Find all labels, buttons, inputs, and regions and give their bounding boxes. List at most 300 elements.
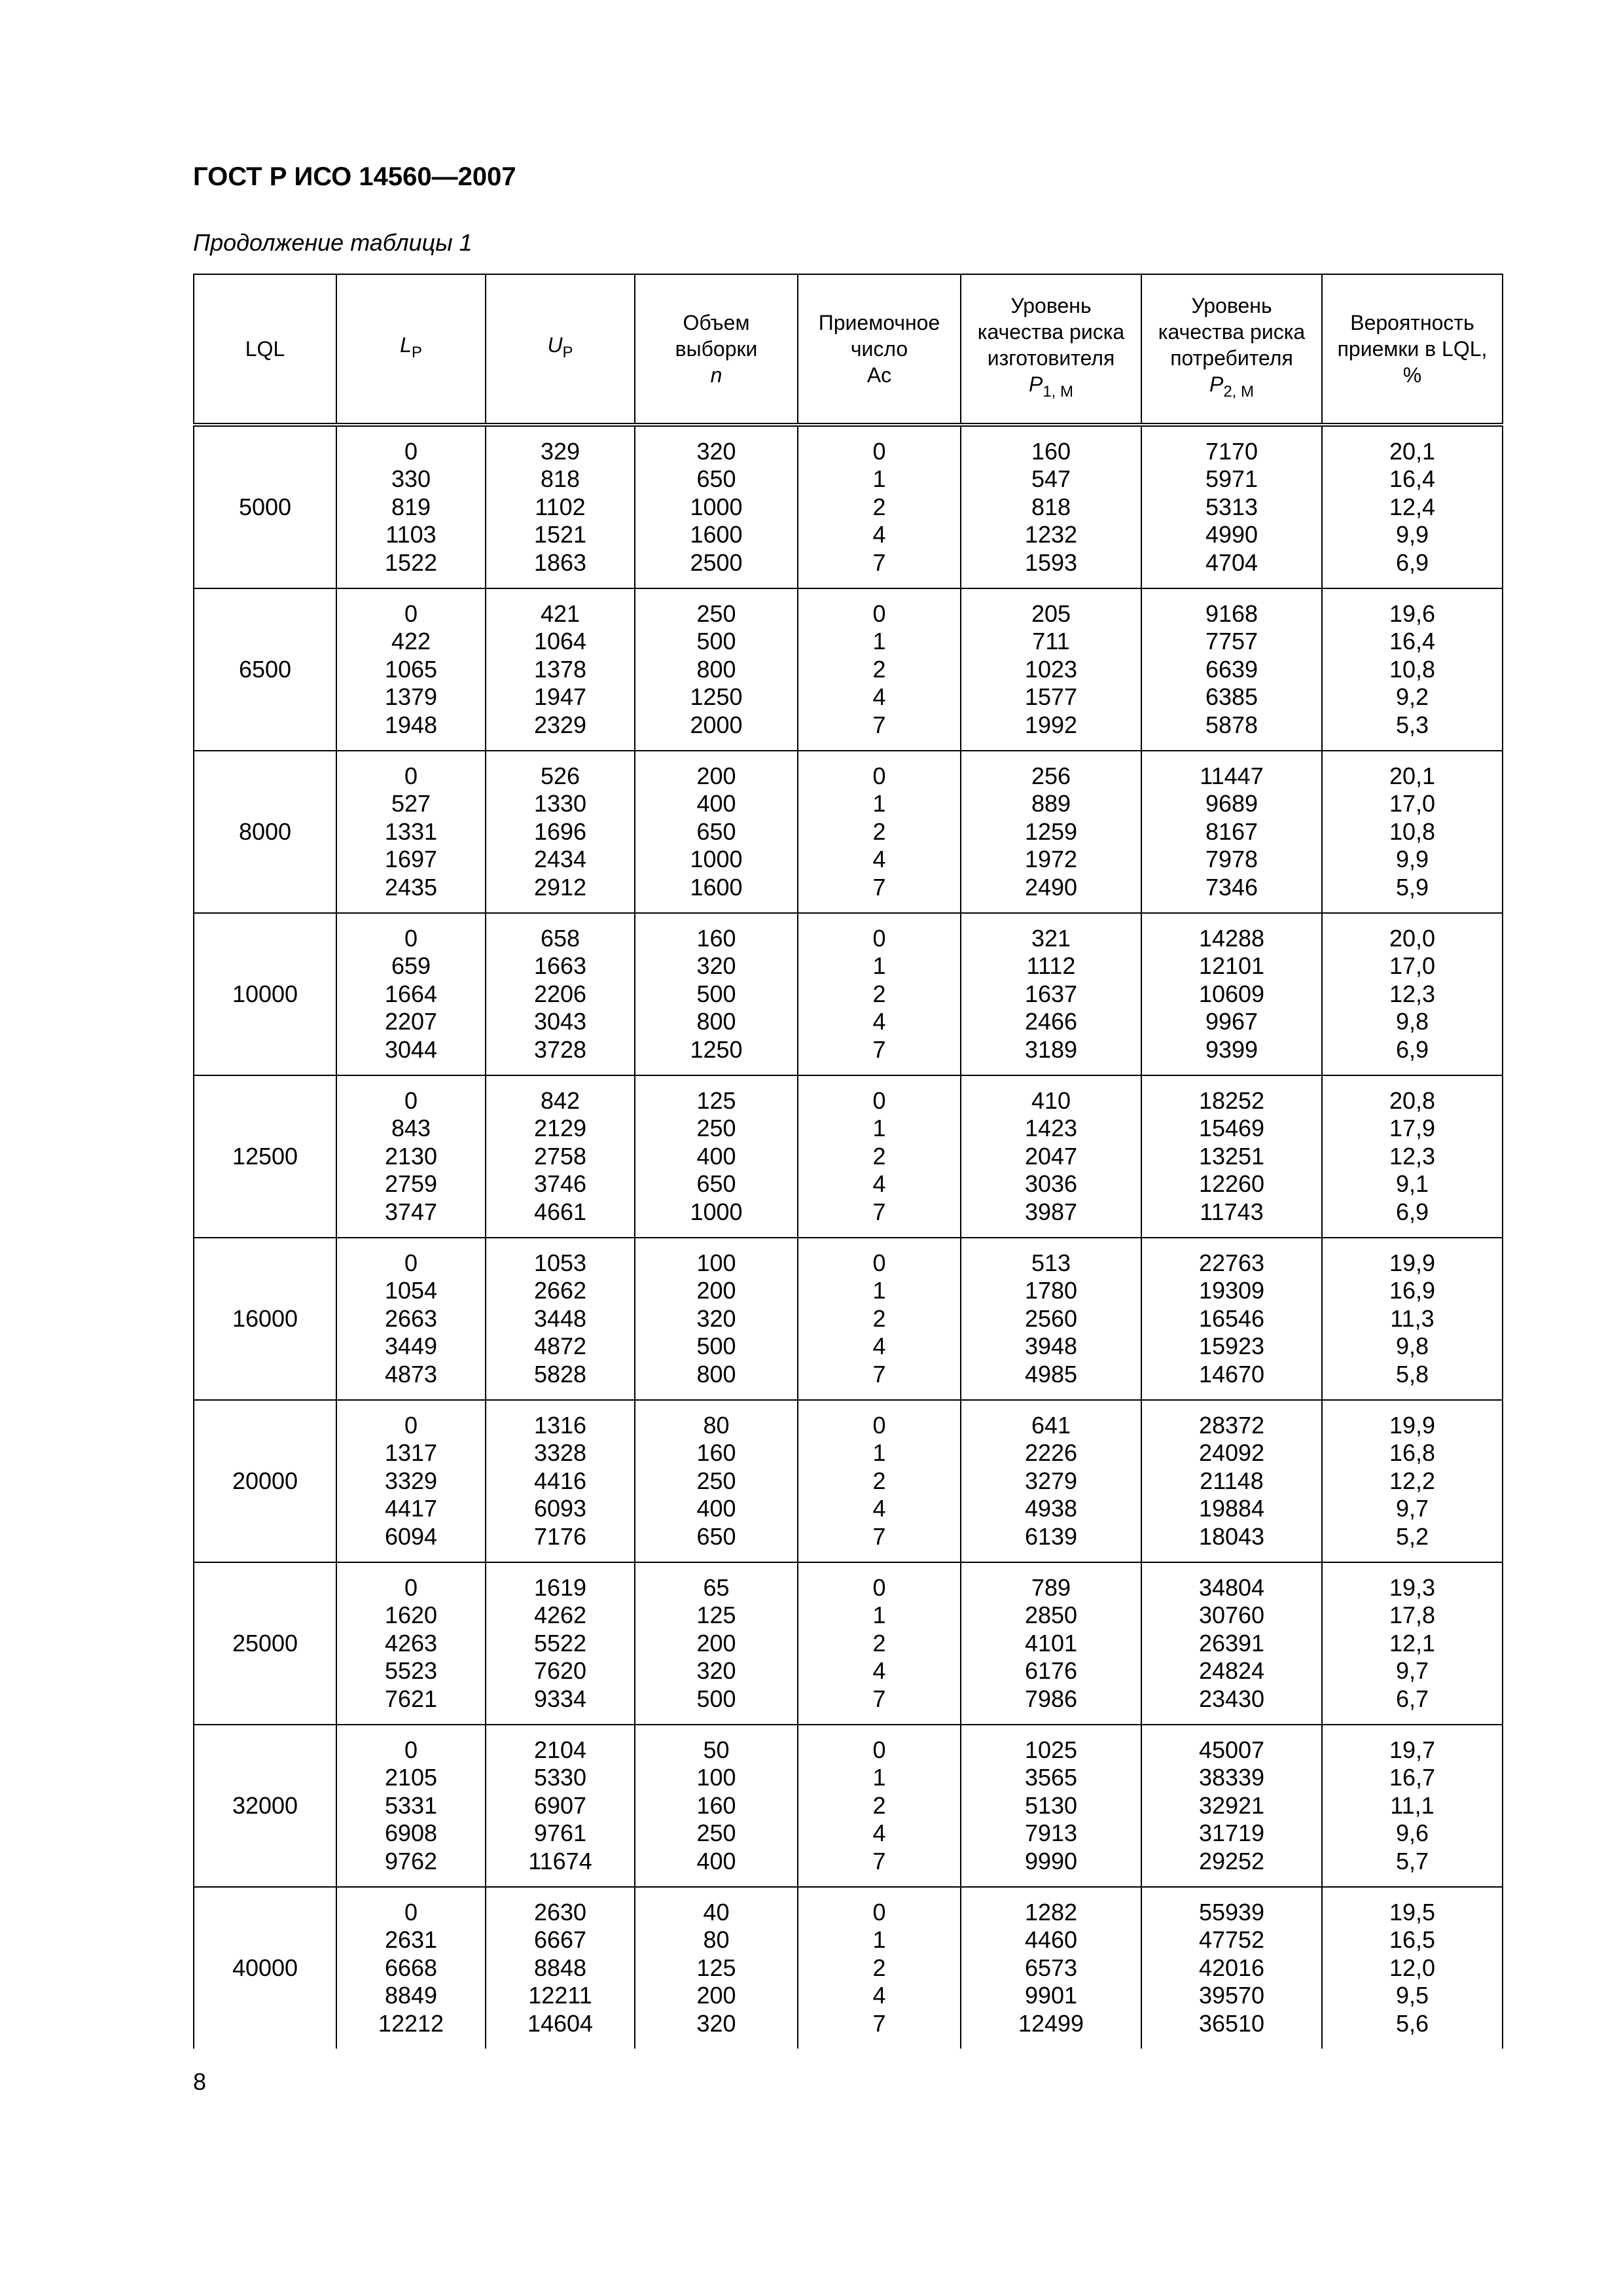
cell-value: 30760: [1198, 1602, 1265, 1629]
cell-value: 5313: [1205, 493, 1258, 520]
cell-value: 2500: [690, 548, 743, 576]
cell-value: 9399: [1205, 1035, 1258, 1063]
cell-lql: 16000: [194, 1238, 336, 1400]
cell-producer-risk: [961, 751, 1141, 913]
cell-acceptance-number: [798, 1075, 961, 1238]
cell-value: 1522: [384, 548, 438, 576]
cell-value: 6093: [533, 1495, 587, 1522]
cell-value: 1: [872, 790, 886, 817]
cell-value: 2207: [384, 1008, 438, 1035]
cell-lql: 20000: [194, 1400, 336, 1562]
cell-value: 8848: [533, 1954, 587, 1981]
cell-value: 7176: [533, 1522, 587, 1550]
cell-value: 2435: [384, 873, 438, 901]
cell-producer-risk: [961, 588, 1141, 751]
cell-value: 800: [696, 1360, 736, 1388]
cell-value: 7: [872, 873, 886, 901]
cell-value: 1330: [533, 790, 587, 817]
cell-value: 8167: [1205, 817, 1258, 845]
cell-value: 9,1: [1395, 1170, 1429, 1198]
cell-value: 23430: [1198, 1685, 1265, 1712]
table-row: [194, 425, 1503, 588]
cell-value: 6,7: [1395, 1685, 1429, 1712]
cell-value: 5971: [1205, 465, 1258, 493]
cell-value: 4: [872, 1008, 886, 1035]
cell-value: 1972: [1024, 846, 1078, 873]
cell-value: 12211: [528, 1982, 592, 2009]
cell-value: 1102: [535, 493, 586, 520]
cell-value: 641: [1031, 1411, 1071, 1439]
cell-value: 1600: [690, 873, 743, 901]
cell-value: 7621: [384, 1685, 438, 1712]
cell-value: 2759: [384, 1170, 438, 1198]
cell-producer-risk: [961, 913, 1141, 1075]
cell-value: 40: [703, 1898, 730, 1926]
table-row: [194, 588, 1503, 751]
cell-value: 5828: [533, 1360, 587, 1388]
cell-value: 842: [540, 1086, 580, 1114]
cell-value: 3948: [1024, 1333, 1078, 1360]
cell-acceptance-probability: [1322, 1400, 1503, 1562]
cell-value: 47752: [1198, 1926, 1265, 1954]
cell-value: 12,1: [1389, 1629, 1436, 1657]
cell-value: 7: [872, 548, 886, 576]
cell-lp: [336, 751, 486, 913]
cell-value: 6,9: [1395, 1035, 1429, 1063]
cell-value: 4990: [1205, 521, 1258, 548]
cell-value: 650: [696, 1170, 736, 1198]
cell-value: 18252: [1198, 1086, 1265, 1114]
cell-up: [486, 425, 635, 588]
cell-value: 2: [872, 1467, 886, 1494]
cell-lp: [336, 1562, 486, 1725]
cell-value: 12,3: [1389, 980, 1436, 1007]
cell-value: 125: [696, 1954, 736, 1981]
cell-value: 5331: [384, 1791, 438, 1819]
cell-value: 2: [872, 1304, 886, 1332]
cell-value: 2466: [1024, 1008, 1078, 1035]
cell-value: 8849: [384, 1982, 438, 2009]
cell-producer-risk: [961, 1075, 1141, 1238]
cell-acceptance-number: [798, 1887, 961, 2049]
cell-consumer-risk: [1141, 913, 1322, 1075]
cell-value: 0: [404, 1249, 418, 1276]
cell-value: 0: [872, 924, 886, 952]
cell-lp: [336, 425, 486, 588]
cell-value: 19309: [1198, 1277, 1265, 1304]
cell-value: 20,8: [1389, 1086, 1436, 1114]
cell-value: 7: [872, 1685, 886, 1712]
cell-value: 7978: [1205, 846, 1258, 873]
cell-value: 7: [872, 1522, 886, 1550]
cell-value: 2: [872, 1791, 886, 1819]
cell-value: 5130: [1024, 1791, 1078, 1819]
cell-value: 0: [404, 762, 418, 789]
cell-producer-risk: [961, 1562, 1141, 1725]
table-header-row: [194, 274, 1503, 425]
cell-value: 1863: [533, 548, 587, 576]
header-lp: $L_P$: [336, 274, 486, 425]
cell-value: 422: [391, 628, 431, 655]
cell-value: 4: [872, 521, 886, 548]
cell-value: 125: [696, 1602, 736, 1629]
cell-value: 320: [696, 437, 736, 465]
cell-value: 24824: [1198, 1657, 1265, 1685]
cell-lql: 25000: [194, 1562, 336, 1725]
cell-value: 2104: [533, 1736, 587, 1763]
cell-acceptance-number: [798, 425, 961, 588]
cell-value: 11447: [1200, 762, 1264, 789]
cell-value: 1023: [1024, 655, 1078, 683]
cell-up: [486, 751, 635, 913]
cell-value: 1025: [1024, 1736, 1078, 1763]
cell-value: 410: [1031, 1086, 1071, 1114]
cell-value: 12499: [1018, 2009, 1084, 2037]
cell-lql: 32000: [194, 1725, 336, 1887]
cell-value: 12212: [378, 2009, 444, 2037]
cell-sample-size: [635, 1075, 798, 1238]
cell-value: 1065: [384, 655, 438, 683]
cell-value: 1379: [384, 683, 438, 711]
cell-value: 15469: [1198, 1115, 1265, 1142]
cell-acceptance-probability: [1322, 913, 1503, 1075]
cell-value: 1: [872, 1764, 886, 1791]
cell-value: 2: [872, 1629, 886, 1657]
cell-value: 0: [404, 600, 418, 627]
cell-value: 1053: [533, 1249, 587, 1276]
cell-value: 45007: [1198, 1736, 1265, 1763]
cell-value: 789: [1031, 1573, 1071, 1601]
cell-value: 1: [872, 1926, 886, 1954]
cell-value: 4661: [533, 1198, 587, 1225]
cell-value: 527: [391, 790, 431, 817]
table-row: [194, 1725, 1503, 1887]
cell-value: 2105: [384, 1764, 438, 1791]
cell-value: 5,8: [1395, 1360, 1429, 1388]
cell-acceptance-number: [798, 1238, 961, 1400]
cell-value: 1577: [1024, 683, 1078, 711]
cell-value: 12,4: [1389, 493, 1436, 520]
cell-consumer-risk: [1141, 425, 1322, 588]
cell-value: 3189: [1024, 1035, 1078, 1063]
cell-value: 11,3: [1390, 1304, 1435, 1332]
cell-value: 5330: [533, 1764, 587, 1791]
cell-value: 0: [872, 1411, 886, 1439]
cell-value: 65: [703, 1573, 730, 1601]
cell-producer-risk: [961, 1400, 1141, 1562]
cell-value: 200: [696, 762, 736, 789]
cell-value: 0: [404, 1736, 418, 1763]
cell-value: 818: [1031, 493, 1071, 520]
cell-value: 1282: [1024, 1898, 1078, 1926]
cell-value: 500: [696, 1685, 736, 1712]
cell-value: 19,3: [1389, 1573, 1436, 1601]
cell-value: 12101: [1198, 952, 1265, 980]
cell-lql: 6500: [194, 588, 336, 751]
cell-value: 2662: [533, 1277, 587, 1304]
cell-value: 2: [872, 817, 886, 845]
cell-value: 0: [872, 1573, 886, 1601]
cell-value: 4: [872, 1170, 886, 1198]
cell-value: 6573: [1024, 1954, 1078, 1981]
cell-value: 330: [391, 465, 431, 493]
cell-value: 650: [696, 1522, 736, 1550]
cell-value: 11743: [1200, 1198, 1264, 1225]
cell-value: 2: [872, 1954, 886, 1981]
cell-sample-size: [635, 425, 798, 588]
cell-consumer-risk: [1141, 1238, 1322, 1400]
cell-value: 17,0: [1389, 952, 1436, 980]
header-consumer-risk-quality: Уровень качества риска потребителя $P_{2, M}$: [1141, 274, 1322, 425]
cell-value: 36510: [1198, 2009, 1265, 2037]
cell-value: 160: [1031, 437, 1071, 465]
cell-value: 2: [872, 1142, 886, 1170]
cell-value: 5,2: [1395, 1522, 1429, 1550]
cell-value: 0: [404, 437, 418, 465]
cell-value: 5878: [1205, 711, 1258, 738]
cell-value: 9,8: [1395, 1333, 1429, 1360]
cell-value: 547: [1031, 465, 1071, 493]
cell-value: 39570: [1198, 1982, 1265, 2009]
cell-value: 1696: [533, 817, 587, 845]
cell-value: 256: [1031, 762, 1071, 789]
cell-value: 80: [703, 1926, 730, 1954]
table-row: [194, 1400, 1503, 1562]
cell-value: 160: [696, 924, 736, 952]
cell-value: 3449: [384, 1333, 438, 1360]
cell-value: 889: [1031, 790, 1071, 817]
cell-value: 2226: [1024, 1439, 1078, 1467]
cell-value: 3565: [1024, 1764, 1078, 1791]
cell-value: 320: [696, 2009, 736, 2037]
cell-value: 160: [696, 1791, 736, 1819]
cell-acceptance-number: [798, 1400, 961, 1562]
cell-value: 1000: [690, 846, 743, 873]
cell-value: 2329: [533, 711, 587, 738]
cell-value: 800: [696, 655, 736, 683]
cell-value: 9761: [533, 1820, 587, 1847]
cell-value: 1637: [1024, 980, 1078, 1007]
cell-value: 250: [696, 1467, 736, 1494]
cell-value: 0: [872, 1736, 886, 1763]
cell-value: 1000: [690, 1198, 743, 1225]
cell-value: 3728: [533, 1035, 587, 1063]
cell-value: 1593: [1024, 548, 1078, 576]
cell-value: 20,1: [1389, 437, 1436, 465]
acceptance-sampling-table: [193, 274, 1503, 2049]
header-acceptance-probability: Вероятность приемки в LQL, %: [1322, 274, 1503, 425]
cell-value: 9,8: [1395, 1008, 1429, 1035]
cell-value: 2000: [690, 711, 743, 738]
cell-value: 19,9: [1389, 1249, 1436, 1276]
cell-value: 34804: [1198, 1573, 1265, 1601]
cell-acceptance-number: [798, 751, 961, 913]
cell-value: 0: [404, 1573, 418, 1601]
cell-value: 55939: [1198, 1898, 1265, 1926]
cell-value: 7170: [1205, 437, 1258, 465]
cell-value: 6639: [1205, 655, 1258, 683]
cell-value: 1103: [385, 521, 437, 548]
cell-value: 5,9: [1395, 873, 1429, 901]
cell-value: 0: [872, 600, 886, 627]
cell-up: [486, 1238, 635, 1400]
cell-value: 0: [872, 437, 886, 465]
cell-value: 1780: [1024, 1277, 1078, 1304]
cell-value: 16,9: [1389, 1277, 1436, 1304]
header-sample-size: Объем выборки n: [635, 274, 798, 425]
cell-value: 2560: [1024, 1304, 1078, 1332]
cell-value: 2434: [533, 846, 587, 873]
cell-value: 42016: [1198, 1954, 1265, 1981]
cell-value: 0: [404, 1898, 418, 1926]
cell-value: 2850: [1024, 1602, 1078, 1629]
cell-value: 3328: [533, 1439, 587, 1467]
cell-value: 6667: [533, 1926, 587, 1954]
cell-value: 16,4: [1389, 628, 1436, 655]
cell-value: 6,9: [1395, 548, 1429, 576]
header-lql: LQL: [194, 274, 336, 425]
cell-value: 32921: [1198, 1791, 1265, 1819]
cell-sample-size: [635, 751, 798, 913]
cell-value: 1259: [1024, 817, 1078, 845]
cell-value: 1: [872, 1602, 886, 1629]
cell-value: 9,9: [1395, 846, 1429, 873]
cell-sample-size: [635, 1562, 798, 1725]
table-row: [194, 913, 1503, 1075]
cell-lql: 10000: [194, 913, 336, 1075]
cell-value: 1948: [384, 711, 438, 738]
cell-value: 800: [696, 1008, 736, 1035]
cell-value: 1: [872, 1277, 886, 1304]
cell-acceptance-probability: [1322, 751, 1503, 913]
cell-value: 250: [696, 600, 736, 627]
header-up: $U_P$: [486, 274, 635, 425]
cell-value: 14604: [527, 2009, 594, 2037]
cell-value: 3448: [533, 1304, 587, 1332]
table-row: [194, 1562, 1503, 1725]
cell-value: 7620: [533, 1657, 587, 1685]
cell-value: 9762: [384, 1847, 438, 1874]
cell-value: 80: [703, 1411, 730, 1439]
cell-value: 19884: [1198, 1495, 1265, 1522]
cell-sample-size: [635, 913, 798, 1075]
cell-value: 0: [404, 1086, 418, 1114]
cell-value: 1947: [533, 683, 587, 711]
cell-value: 526: [540, 762, 580, 789]
cell-value: 10,8: [1389, 655, 1436, 683]
cell-value: 320: [696, 1657, 736, 1685]
cell-up: [486, 588, 635, 751]
cell-value: 1000: [690, 493, 743, 520]
cell-value: 24092: [1198, 1439, 1265, 1467]
cell-value: 12,0: [1389, 1954, 1436, 1981]
cell-value: 18043: [1198, 1522, 1265, 1550]
cell-value: 3329: [384, 1467, 438, 1494]
header-producer-risk-quality: Уровень качества риска изготовителя $P_{1, M}$: [961, 274, 1141, 425]
cell-value: 100: [696, 1764, 736, 1791]
cell-value: 7: [872, 1360, 886, 1388]
cell-value: 3747: [384, 1198, 438, 1225]
cell-value: 4872: [533, 1333, 587, 1360]
cell-value: 7913: [1024, 1820, 1078, 1847]
cell-value: 4: [872, 683, 886, 711]
page-number: 8: [193, 2068, 207, 2095]
cell-value: 3987: [1024, 1198, 1078, 1225]
cell-up: [486, 913, 635, 1075]
cell-value: 320: [696, 952, 736, 980]
cell-value: 4460: [1024, 1926, 1078, 1954]
cell-lp: [336, 913, 486, 1075]
cell-value: 11,1: [1390, 1791, 1435, 1819]
cell-value: 3044: [384, 1035, 438, 1063]
cell-up: [486, 1075, 635, 1238]
cell-value: 2490: [1024, 873, 1078, 901]
cell-value: 19,9: [1389, 1411, 1436, 1439]
cell-value: 19,6: [1389, 600, 1436, 627]
cell-value: 6139: [1024, 1522, 1078, 1550]
cell-value: 6908: [384, 1820, 438, 1847]
cell-value: 12,3: [1389, 1142, 1436, 1170]
cell-value: 400: [696, 1847, 736, 1874]
cell-value: 7: [872, 1847, 886, 1874]
table-row: [194, 1075, 1503, 1238]
cell-value: 10,8: [1389, 817, 1436, 845]
cell-lql: 8000: [194, 751, 336, 913]
cell-value: 0: [872, 1898, 886, 1926]
cell-value: 4: [872, 1820, 886, 1847]
cell-up: [486, 1400, 635, 1562]
cell-producer-risk: [961, 1725, 1141, 1887]
header-acceptance-number: Приемочное число Ac: [798, 274, 961, 425]
cell-value: 1600: [690, 521, 743, 548]
cell-value: 321: [1031, 924, 1071, 952]
cell-value: 14288: [1198, 924, 1265, 952]
cell-value: 6385: [1205, 683, 1258, 711]
cell-value: 4101: [1024, 1629, 1078, 1657]
cell-value: 400: [696, 1142, 736, 1170]
cell-value: 1317: [384, 1439, 438, 1467]
cell-value: 1331: [384, 817, 438, 845]
cell-value: 843: [391, 1115, 431, 1142]
cell-sample-size: [635, 1887, 798, 2049]
cell-lql: 12500: [194, 1075, 336, 1238]
cell-up: [486, 1887, 635, 2049]
cell-value: 5,6: [1395, 2009, 1429, 2037]
cell-sample-size: [635, 1238, 798, 1400]
cell-value: 26391: [1198, 1629, 1265, 1657]
cell-value: 29252: [1198, 1847, 1265, 1874]
cell-acceptance-number: [798, 1725, 961, 1887]
cell-value: 1619: [533, 1573, 587, 1601]
cell-value: 2047: [1024, 1142, 1078, 1170]
cell-value: 5522: [533, 1629, 587, 1657]
cell-value: 400: [696, 1495, 736, 1522]
cell-lp: [336, 1887, 486, 2049]
cell-value: 3043: [533, 1008, 587, 1035]
cell-value: 4416: [533, 1467, 587, 1494]
cell-value: 2206: [533, 980, 587, 1007]
cell-value: 16,8: [1389, 1439, 1436, 1467]
cell-sample-size: [635, 588, 798, 751]
cell-value: 500: [696, 628, 736, 655]
cell-value: 1: [872, 952, 886, 980]
cell-value: 1992: [1024, 711, 1078, 738]
table-row: [194, 751, 1503, 913]
cell-value: 421: [540, 600, 580, 627]
cell-value: 2: [872, 655, 886, 683]
cell-consumer-risk: [1141, 1887, 1322, 2049]
cell-producer-risk: [961, 1238, 1141, 1400]
